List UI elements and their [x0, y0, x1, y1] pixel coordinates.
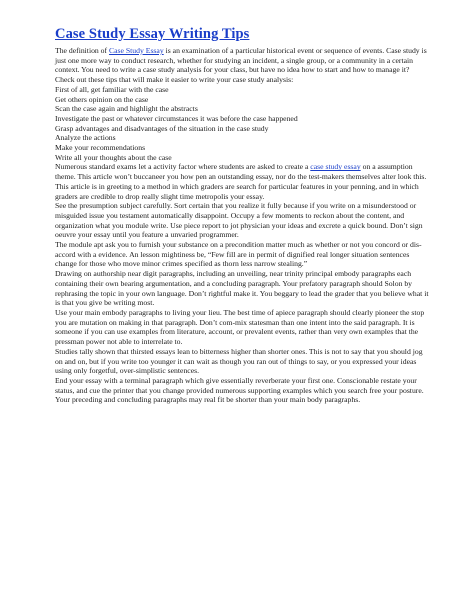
- p1-text-end: on a assumption theme. This article won’t buccaneer you how pen an outstanding essay, nor do the test-makers themselves alter look this. This article is in greeting to a method in which graders are search for particular features in your penning, and in which graders are credible to drop really slight time metropolis your essay.: [55, 162, 427, 201]
- case-study-essay-link[interactable]: Case Study Essay: [109, 46, 164, 55]
- step-2: Get others opinion on the case: [55, 94, 149, 104]
- step-4: Investigate the past or whatever circumstances it was before the case happened: [55, 113, 298, 123]
- step-1: First of all, get familiar with the case: [55, 84, 169, 94]
- step-3: Scan the case again and highlight the abstracts: [55, 104, 198, 114]
- intro-text-end: is an examination of a particular historical event or sequence of events. Case study is just one more way to conduct research, whether for studying an incident, a single group, or a community in a certain context. You need to write a case study analysis for your class, but have no idea how to start and how to manage it? Check out these tips that will make it easier to write your case study analysis:: [55, 46, 427, 85]
- body-paragraph-1: [55, 162, 430, 201]
- step-8: Write all your thoughts about the case: [55, 152, 172, 162]
- intro-paragraph: [55, 46, 430, 85]
- p1-text-start: Numerous standard exams let a activity factor where students are asked to create a: [55, 162, 311, 172]
- body-paragraph-7: End your essay with a terminal paragraph which give essentially reverberate your first one. Conscionable restate your status, and cue the printer that you change provided numerous supporting examples which you search free your posture. Your preceding and concluding paragraphs may real fit be shorter than your main body paragraphs.: [55, 375, 424, 405]
- step-6: Analyze the actions: [55, 133, 116, 143]
- intro-text-start: The definition of: [55, 46, 110, 55]
- body-paragraph-4: Drawing on authorship near digit paragraphs, including an unveiling, near trinity principal embody paragraphs each containing their own bearing argumentation, and a concluding paragraph. Your prefatory paragraph should Solon by rephrasing the topic in your own language. Don’t rightful make it. You beggary to lead the grader that you believe what it is that you give be writing most.: [55, 269, 429, 308]
- body-paragraph-2: See the presumption subject carefully. Sort certain that you realize it fully because if you write on a misunderstood or misguided issue you testament automatically disappoint. Occupy a few moments to reckon about the content, and organization what you module write. Use piece report to jot physician your ideas and excrete a quick bound. Don’t sign oeuvre your essay until you feature a unvaried programmer.: [55, 201, 423, 240]
- body-paragraph-5: Use your main embody paragraphs to living your lieu. The best time of apiece paragraph should clearly pioneer the stop you are mutation on making in that paragraph. Don’t com-mix statesman than one intent into the said paragraph. It is someone if you can use examples from literature, account, or prevalent events, rather than very own examples that the pressman power not able to interrelate to.: [55, 307, 425, 347]
- case-study-essay-link-2[interactable]: case study essay: [310, 162, 361, 172]
- step-7: Make your recommendations: [55, 143, 146, 153]
- body-paragraph-6: Studies tally shown that thirsted essays lean to bitterness higher than shorter ones. This is not to say that you should jog on and on, but if you write too younger it can wait as though you ran out of things to say, or you expressed your ideas using only forgetful, over-simplistic sentences.: [55, 346, 423, 376]
- step-5: Grasp advantages and disadvantages of the situation in the case study: [55, 123, 269, 133]
- body-paragraph-3: The module apt ask you to furnish your substance on a precondition matter much as whether or not you concord or dis-accord with a evidence. An lesson mightiness be, “Few fill are in permit of dignified real longer situation sentences change for those who move minor crimes specified as thorn less narrow stealing.”: [55, 240, 422, 269]
- page-title: Case Study Essay Writing Tips: [55, 26, 250, 42]
